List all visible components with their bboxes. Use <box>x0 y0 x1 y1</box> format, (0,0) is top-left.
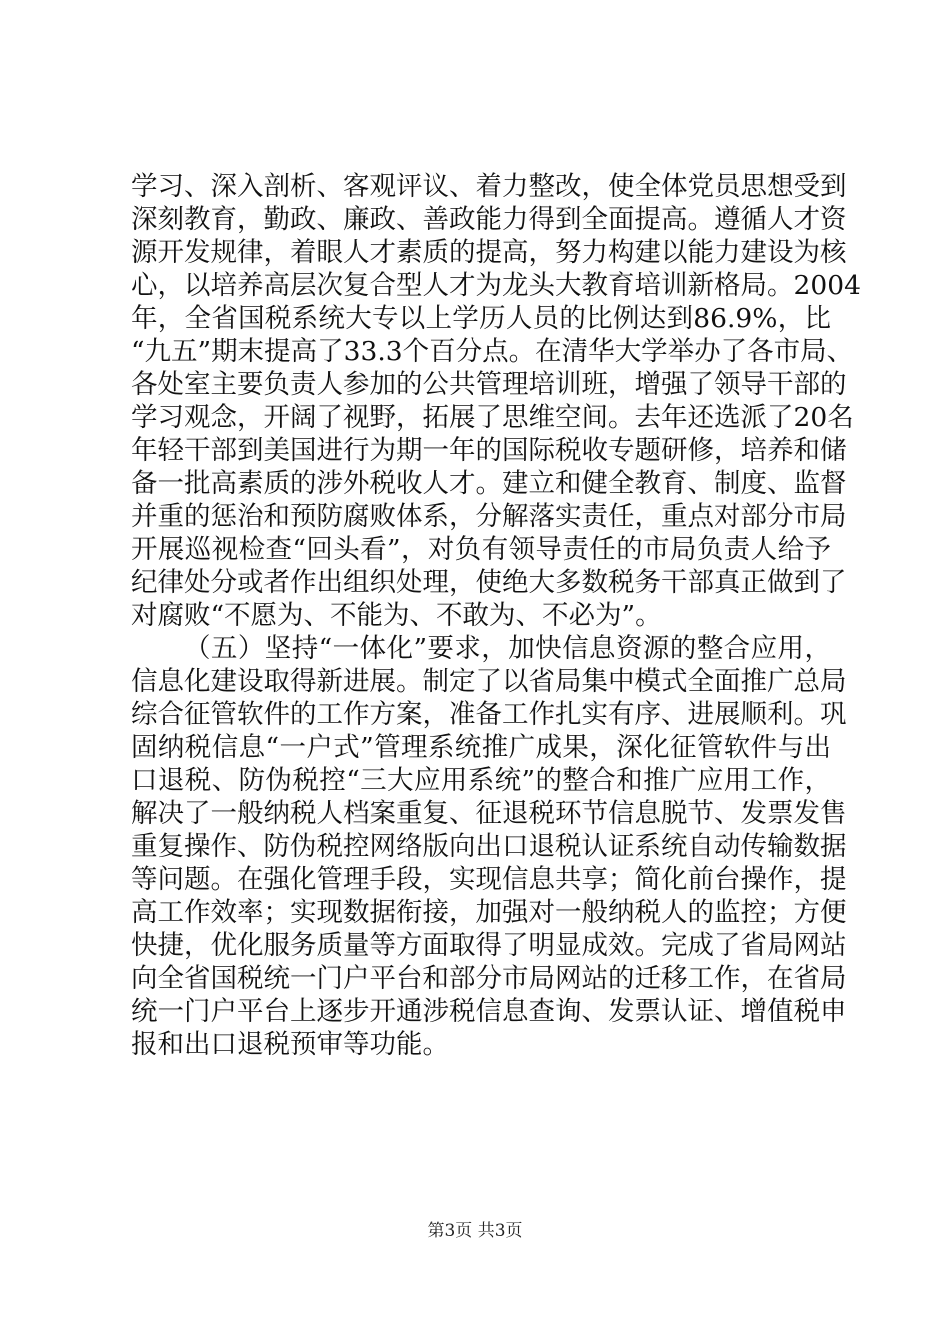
document-body <box>131 170 861 1061</box>
text-line: 等问题。在强化管理手段，实现信息共享；简化前台操作，提 <box>131 864 847 895</box>
text-line: 高工作效率；实现数据衔接，加强对一般纳税人的监控；方便 <box>131 897 847 928</box>
page-footer: 第3页 共3页 <box>427 1221 523 1241</box>
text-line: 备一批高素质的涉外税收人才。建立和健全教育、制度、监督 <box>131 468 847 499</box>
text-line: 解决了一般纳税人档案重复、征退税环节信息脱节、发票发售 <box>131 798 847 829</box>
text-line: 向全省国税统一门户平台和部分市局网站的迁移工作，在省局 <box>131 963 847 994</box>
text-line: 固纳税信息“一户式”管理系统推广成果，深化征管软件与出 <box>131 732 831 763</box>
text-line: 源开发规律，着眼人才素质的提高，努力构建以能力建设为核 <box>131 237 847 268</box>
text-line: 信息化建设取得新进展。制定了以省局集中模式全面推广总局 <box>131 666 847 697</box>
text-line: 学习观念，开阔了视野，拓展了思维空间。去年还选派了20名 <box>131 402 854 433</box>
text-line: 口退税、防伪税控“三大应用系统”的整合和推广应用工作， <box>131 765 831 796</box>
text-line: 各处室主要负责人参加的公共管理培训班，增强了领导干部的 <box>131 369 847 400</box>
text-line: 心，以培养高层次复合型人才为龙头大教育培训新格局。2004 <box>131 270 861 301</box>
text-line: 年，全省国税系统大专以上学历人员的比例达到86.9%，比 <box>131 303 831 334</box>
text-line: 纪律处分或者作出组织处理，使绝大多数税务干部真正做到了 <box>131 567 847 598</box>
text-line: 深刻教育，勤政、廉政、善政能力得到全面提高。遵循人才资 <box>131 204 847 235</box>
text-line: 快捷，优化服务质量等方面取得了明显成效。完成了省局网站 <box>131 930 847 961</box>
text-line: 统一门户平台上逐步开通涉税信息查询、发票认证、增值税申 <box>131 996 847 1027</box>
text-line: 重复操作、防伪税控网络版向出口退税认证系统自动传输数据 <box>131 831 847 862</box>
text-line: （五）坚持“一体化”要求，加快信息资源的整合应用， <box>184 633 831 664</box>
text-line: 学习、深入剖析、客观评议、着力整改，使全体党员思想受到 <box>131 171 847 202</box>
text-line: 对腐败“不愿为、不能为、不敢为、不必为”。 <box>131 600 662 631</box>
paragraph-2 <box>131 632 847 1061</box>
text-line: 并重的惩治和预防腐败体系，分解落实责任，重点对部分市局 <box>131 501 847 532</box>
text-line: 开展巡视检查“回头看”，对负有领导责任的市局负责人给予 <box>131 534 831 565</box>
text-line: 报和出口退税预审等功能。 <box>131 1029 449 1060</box>
text-line: “九五”期末提高了33.3个百分点。在清华大学举办了各市局、 <box>131 336 854 367</box>
text-line: 综合征管软件的工作方案，准备工作扎实有序、进展顺利。巩 <box>131 699 847 730</box>
text-line: 年轻干部到美国进行为期一年的国际税收专题研修，培养和储 <box>131 435 847 466</box>
paragraph-1 <box>131 170 861 632</box>
